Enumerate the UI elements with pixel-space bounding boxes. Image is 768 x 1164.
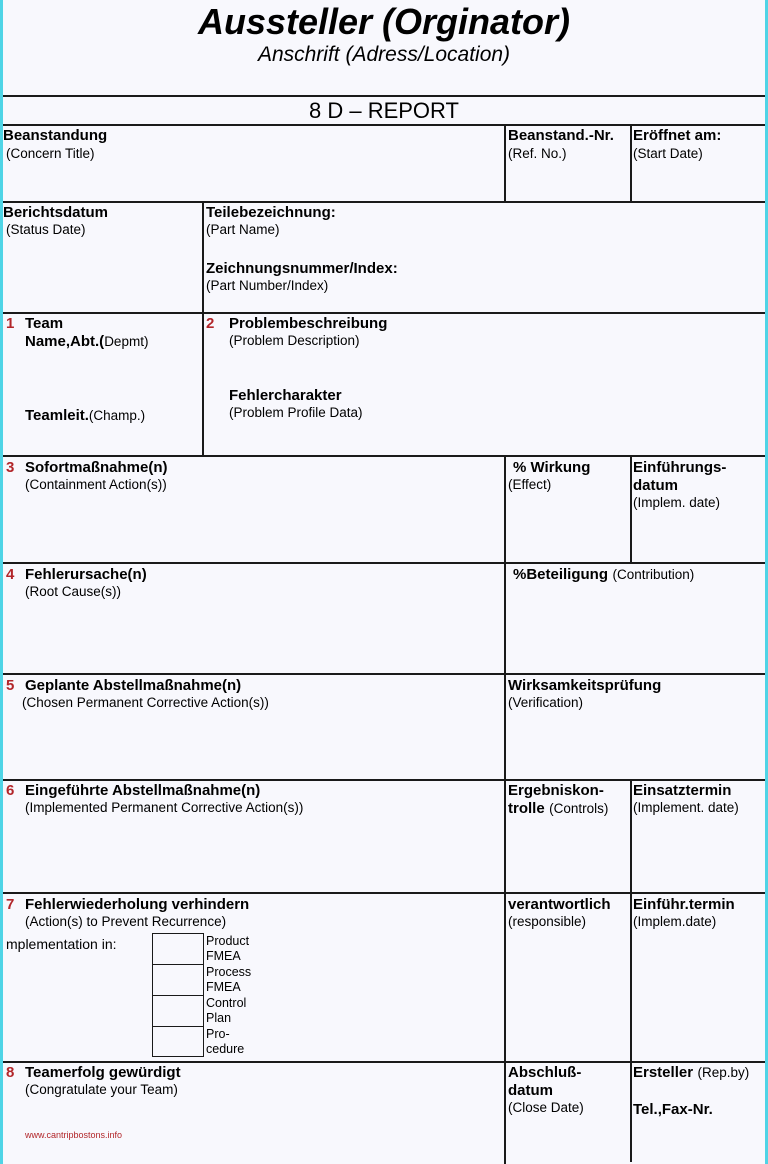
contribution-label: %Beteiligung (Contribution) xyxy=(513,566,695,583)
divider xyxy=(3,124,765,126)
process-fmea-checkbox[interactable] xyxy=(152,964,204,996)
prevent-recurrence-label: Fehlerwiederholung verhindern xyxy=(25,896,250,913)
product-fmea-label: Product FMEA xyxy=(206,934,250,963)
implemented-action-label: Eingeführte Abstellmaßnahme(n) xyxy=(25,782,261,799)
close-date-label-en: (Close Date) xyxy=(508,1100,584,1115)
concern-label-en: (Concern Title) xyxy=(6,146,95,161)
divider xyxy=(3,892,765,894)
team-leader-label: Teamleit.(Champ.) xyxy=(25,407,146,424)
divider xyxy=(3,312,765,314)
implementation-in-label: mplementation in: xyxy=(6,936,117,952)
tel-fax-label: Tel.,Fax-Nr. xyxy=(633,1101,713,1118)
divider xyxy=(3,779,765,781)
divider xyxy=(3,455,765,457)
implem-date-label-en: (Implem. date) xyxy=(633,495,721,510)
congratulate-label-en: (Congratulate your Team) xyxy=(25,1082,178,1097)
control-plan-label: Control Plan xyxy=(206,996,247,1025)
status-date-label: Berichtsdatum xyxy=(3,204,109,221)
control-plan-checkbox[interactable] xyxy=(152,995,204,1027)
responsible-label-en: (responsible) xyxy=(508,914,587,929)
divider xyxy=(202,201,204,456)
product-fmea-checkbox[interactable] xyxy=(152,933,204,965)
containment-label-en: (Containment Action(s)) xyxy=(25,477,167,492)
controls-label: Ergebniskon- xyxy=(508,782,604,799)
address-subtitle: Anschrift (Adress/Location) xyxy=(257,43,511,66)
close-date-label-2: datum xyxy=(508,1082,553,1099)
divider xyxy=(504,1061,506,1164)
divider xyxy=(504,892,506,1062)
ref-no-label-en: (Ref. No.) xyxy=(508,146,567,161)
step-number-8: 8 xyxy=(6,1064,15,1081)
divider xyxy=(630,124,632,202)
step-number-2: 2 xyxy=(206,315,215,332)
verification-label-en: (Verification) xyxy=(508,695,584,710)
implem-date-label: Einführungs- xyxy=(633,459,727,476)
divider xyxy=(504,779,506,893)
divider xyxy=(630,779,632,893)
effect-label: % Wirkung xyxy=(513,459,591,476)
part-name-label: Teilebezeichnung: xyxy=(206,204,336,221)
divider xyxy=(504,124,506,202)
chosen-action-label-en: (Chosen Permanent Corrective Action(s)) xyxy=(22,695,269,710)
step-number-1: 1 xyxy=(6,315,15,332)
start-date-label-en: (Start Date) xyxy=(633,146,703,161)
implement-date-label: Einsatztermin xyxy=(633,782,732,799)
effect-label-en: (Effect) xyxy=(508,477,552,492)
divider xyxy=(504,673,506,780)
root-cause-label-en: (Root Cause(s)) xyxy=(25,584,122,599)
verification-label: Wirksamkeitsprüfung xyxy=(508,677,662,694)
responsible-label: verantwortlich xyxy=(508,896,611,913)
report-title: 8 D – REPORT xyxy=(309,98,459,123)
chosen-action-label: Geplante Abstellmaßnahme(n) xyxy=(25,677,242,694)
step-number-6: 6 xyxy=(6,782,15,799)
implemented-action-label-en: (Implemented Permanent Corrective Action(s)) xyxy=(25,800,304,815)
problem-description-label: Problembeschreibung xyxy=(229,315,388,332)
divider xyxy=(3,1061,765,1063)
implem-date-label-7-en: (Implem.date) xyxy=(633,914,717,929)
team-label: Team xyxy=(25,315,64,332)
divider xyxy=(3,562,765,564)
controls-label-2: trolle (Controls) xyxy=(508,800,609,817)
divider xyxy=(630,892,632,1162)
step-number-4: 4 xyxy=(6,566,15,583)
status-date-label-en: (Status Date) xyxy=(6,222,86,237)
concern-label: Beanstandung xyxy=(3,127,108,144)
implement-date-label-en: (Implement. date) xyxy=(633,800,739,815)
team-name-label: Name,Abt.(Depmt) xyxy=(25,333,149,350)
step-number-5: 5 xyxy=(6,677,15,694)
problem-profile-label-en: (Problem Profile Data) xyxy=(229,405,363,420)
part-number-label: Zeichnungsnummer/Index: xyxy=(206,260,398,277)
divider xyxy=(630,455,632,563)
implem-date-label-2: datum xyxy=(633,477,678,494)
congratulate-label: Teamerfolg gewürdigt xyxy=(25,1064,181,1081)
close-date-label: Abschluß- xyxy=(508,1064,582,1081)
implem-date-label-7: Einführ.termin xyxy=(633,896,735,913)
part-number-label-en: (Part Number/Index) xyxy=(206,278,329,293)
root-cause-label: Fehlerursache(n) xyxy=(25,566,147,583)
originator-title: Aussteller (Orginator) xyxy=(197,1,571,42)
ref-no-label: Beanstand.-Nr. xyxy=(508,127,614,144)
reported-by-label: Ersteller (Rep.by) xyxy=(633,1064,750,1081)
procedure-checkbox[interactable] xyxy=(152,1026,204,1057)
step-number-3: 3 xyxy=(6,459,15,476)
divider xyxy=(504,562,506,674)
step-number-7: 7 xyxy=(6,896,15,913)
divider xyxy=(3,201,765,203)
process-fmea-label: Process FMEA xyxy=(206,965,252,994)
containment-label: Sofortmaßnahme(n) xyxy=(25,459,168,476)
divider xyxy=(504,455,506,563)
prevent-recurrence-label-en: (Action(s) to Prevent Recurrence) xyxy=(25,914,227,929)
problem-profile-label: Fehlercharakter xyxy=(229,387,342,404)
watermark: www.cantripbostons.info xyxy=(25,1130,123,1140)
problem-description-label-en: (Problem Description) xyxy=(229,333,360,348)
start-date-label: Eröffnet am: xyxy=(633,127,722,144)
part-name-label-en: (Part Name) xyxy=(206,222,280,237)
divider xyxy=(3,673,765,675)
procedure-label: Pro- cedure xyxy=(206,1027,245,1056)
